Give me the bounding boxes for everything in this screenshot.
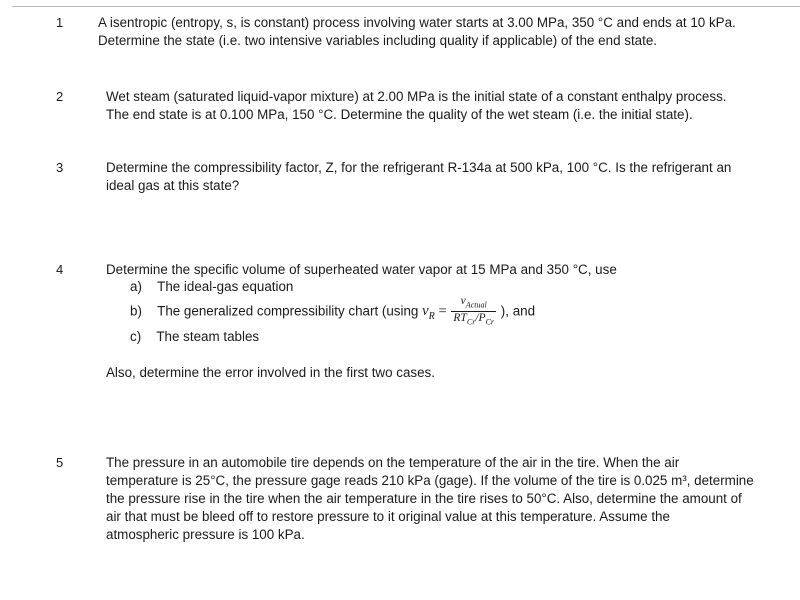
problem-4-item-a bbox=[130, 278, 293, 296]
problem-5-line-1: The pressure in an automobile tire depends on the temperature of the air in the tire. When the air bbox=[106, 455, 680, 470]
equals-sign: = bbox=[438, 303, 447, 320]
problem-2-text bbox=[106, 88, 727, 124]
problem-1-text bbox=[98, 14, 736, 50]
problem-4-item-b bbox=[130, 295, 535, 329]
problem-5-line-3: the pressure rise in the tire when the air temperature in the tire rises to 50°C. Also, determine the amount of bbox=[106, 491, 742, 506]
item-a-text: The ideal-gas equation bbox=[157, 279, 294, 294]
problem-1-number: 1 bbox=[56, 15, 64, 30]
item-b-suffix: ), and bbox=[500, 303, 536, 319]
problem-5-line-5: atmospheric pressure is 100 kPa. bbox=[106, 527, 305, 542]
problem-3-number: 3 bbox=[56, 160, 64, 175]
item-c-marker: c) bbox=[130, 329, 142, 344]
problem-1-line-1: A isentropic (entropy, s, is constant) process involving water starts at 3.00 MPa, 350 °C and ends at 10 kPa. bbox=[98, 15, 736, 30]
item-c-text: The steam tables bbox=[156, 329, 260, 344]
fraction-denominator: $RT_{Cr}/P_{Cr}$ bbox=[453, 312, 495, 327]
reduced-volume-symbol: $v_R$ bbox=[422, 303, 435, 323]
problem-1-line-2: Determine the state (i.e. two intensive variables including quality if applicable) of the end state. bbox=[98, 33, 657, 48]
problem-5-text bbox=[106, 454, 754, 544]
fraction-numerator: $v_{Actual}$ bbox=[451, 295, 496, 312]
problem-2-line-2: The end state is at 0.100 MPa, 150 °C. Determine the quality of the wet steam (i.e. the initial state). bbox=[106, 107, 693, 122]
problem-4-intro: Determine the specific volume of superheated water vapor at 15 MPa and 350 °C, use bbox=[106, 262, 617, 277]
problem-5-number: 5 bbox=[56, 455, 64, 470]
problem-4-closing: Also, determine the error involved in the first two cases. bbox=[106, 365, 435, 380]
problem-5-line-2: temperature is 25°C, the pressure gage reads 210 kPa (gage). If the volume of the tire is 0.025 m³, determine bbox=[106, 473, 754, 488]
problem-3-line-2: ideal gas at this state? bbox=[106, 178, 240, 193]
item-a-marker: a) bbox=[130, 279, 142, 294]
top-rule bbox=[12, 6, 800, 7]
item-b-text: The generalized compressibility chart (using bbox=[157, 303, 419, 319]
item-b-marker: b) bbox=[130, 303, 142, 319]
problem-3-line-1: Determine the compressibility factor, Z, for the refrigerant R-134a at 500 kPa, 100 °C. Is the refrigerant an bbox=[106, 160, 732, 175]
reduced-volume-fraction bbox=[451, 295, 496, 329]
problem-5-line-4: air that must be bleed off to restore pressure to it original value at this temperature. Assume the bbox=[106, 509, 670, 524]
problem-4-number: 4 bbox=[56, 262, 64, 277]
problem-2-line-1: Wet steam (saturated liquid-vapor mixture) at 2.00 MPa is the initial state of a constant enthalpy process. bbox=[106, 89, 727, 104]
problem-3-text bbox=[106, 159, 731, 195]
problem-4-item-c bbox=[130, 328, 259, 346]
problem-2-number: 2 bbox=[56, 89, 64, 104]
